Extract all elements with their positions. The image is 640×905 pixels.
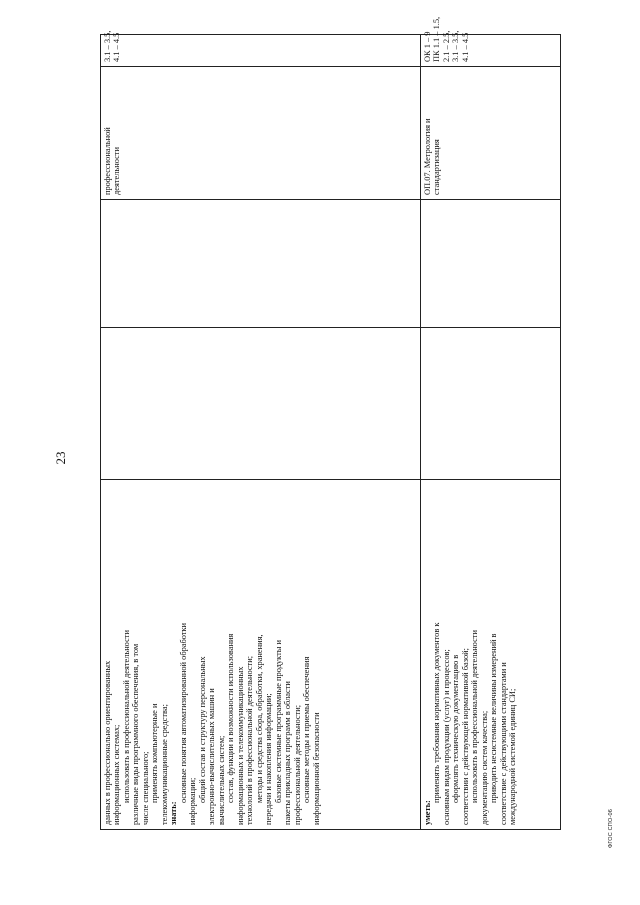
codes-cell [101, 30, 421, 67]
text-line: международной системой единиц СИ; [508, 688, 518, 825]
text-line: числе специального; [140, 751, 150, 825]
text-line: основным видам продукции (услуг) и процессов; [441, 649, 451, 825]
text-line: использовать в профессиональной деятельности [470, 630, 480, 803]
code-line: 4.1 – 4.5 [112, 32, 122, 62]
text-line: телекоммуникационные средства; [159, 704, 169, 825]
text-line: состав, функции и возможности использования [226, 633, 236, 803]
discipline-line: профессиональной [103, 127, 112, 195]
text-line: документацию систем качества; [479, 710, 489, 825]
text-line: вычислительных систем; [216, 735, 226, 825]
page-number: 23 [53, 451, 68, 465]
empty-cell [421, 200, 561, 328]
text-line: профессиональной деятельности; [292, 704, 302, 825]
text-line: применять требования нормативных документов к [432, 622, 442, 803]
codes-cell [421, 16, 561, 67]
text-line: соответствие с действующими стандартами и [498, 662, 508, 825]
code-line: ПК 1.1 – 1.5, [432, 16, 442, 62]
text-line: основные понятия автоматизированной обработки [178, 622, 188, 803]
empty-cell [101, 328, 421, 480]
discipline-line: стандартизация [432, 139, 442, 195]
text-line: методы и средства сбора, обработки, хранения, [254, 634, 264, 803]
text-line: различные виды программного обеспечения, в том [131, 643, 141, 825]
discipline-cell [101, 67, 421, 200]
text-line: соответствии с действующей нормативной базой; [460, 648, 470, 825]
requirements-cell [421, 480, 561, 830]
text-line: уметь: [423, 800, 432, 825]
rotated-table-area [100, 16, 560, 830]
text-line: информационных и телекоммуникационных [235, 666, 245, 825]
text-line: приводить несистемные величины измерений в [489, 633, 499, 803]
document-footer: ФГОС СПО-06 [608, 809, 614, 848]
text-line: общий состав и структуру персональных [197, 656, 207, 803]
discipline-line: деятельности [112, 147, 122, 195]
discipline-line: ОП.07. Метрология и [423, 118, 432, 195]
text-line: технологий в профессиональной деятельности; [245, 655, 255, 825]
text-line: базовые системные программные продукты и [273, 640, 283, 803]
text-line: электронно-вычислительных машин и [207, 688, 217, 825]
text-line: знать: [169, 801, 179, 825]
requirements-cell [101, 480, 421, 830]
requirements-text [423, 484, 518, 825]
requirements-text [103, 484, 321, 825]
code-line: 3.1 – 3.5, [103, 30, 112, 62]
code-line: 4.1 – 4.5 [460, 32, 470, 62]
text-line: информационных системах; [112, 724, 122, 825]
text-line: пакеты прикладных программ в области [283, 681, 293, 825]
text-line: информации; [188, 777, 198, 825]
code-line: 3.1 – 3.5, [451, 30, 461, 62]
text-line: оформлять техническую документацию в [451, 654, 461, 803]
text-line: информационной безопасности [311, 712, 321, 825]
text-line: данных в профессионально ориентированных [103, 660, 112, 825]
table-row [101, 35, 421, 830]
competency-table [100, 16, 561, 830]
text-line: основные методы и приемы обеспечения [302, 656, 312, 803]
table-row [421, 35, 561, 830]
code-line: ОК 1 – 9 [423, 31, 432, 62]
text-line: передачи и накопления информации; [264, 693, 274, 825]
empty-cell [421, 328, 561, 480]
code-line: 2.1 – 2.5, [441, 30, 451, 62]
text-line: применять компьютерные и [150, 703, 160, 803]
text-line: использовать в профессиональной деятельности [121, 630, 131, 803]
discipline-cell [421, 67, 561, 200]
empty-cell [101, 200, 421, 328]
